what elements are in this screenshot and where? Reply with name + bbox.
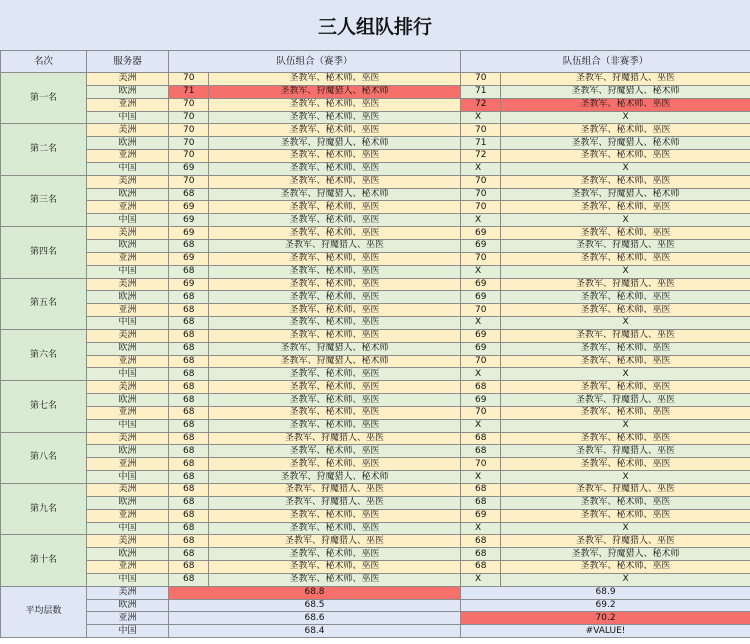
page-title: 三人组队排行: [0, 0, 750, 51]
server-name: 美洲: [87, 484, 169, 497]
nonseason-layer: 68: [461, 548, 501, 561]
season-combo: 圣教军、秘术师、巫医: [209, 214, 461, 227]
season-layer: 68: [169, 368, 209, 381]
server-name: 美洲: [87, 535, 169, 548]
server-name: 欧洲: [87, 599, 169, 612]
average-row: [1, 586, 750, 599]
nonseason-average: 69.2: [461, 599, 750, 612]
nonseason-combo: X: [501, 265, 750, 278]
season-combo: 圣教军、狩魔猎人、秘术师: [209, 85, 461, 98]
average-row: [1, 599, 750, 612]
nonseason-layer: X: [461, 419, 501, 432]
rank-label: 第五名: [1, 278, 87, 329]
server-name: 欧洲: [87, 548, 169, 561]
season-combo: 圣教军、秘术师、巫医: [209, 561, 461, 574]
header-rank: 名次: [1, 51, 87, 73]
nonseason-combo: 圣教军、秘术师、巫医: [501, 291, 750, 304]
server-name: 美洲: [87, 73, 169, 86]
nonseason-combo: 圣教军、秘术师、巫医: [501, 509, 750, 522]
season-layer: 68: [169, 406, 209, 419]
table-row: [1, 252, 750, 265]
table-row: [1, 471, 750, 484]
season-layer: 68: [169, 432, 209, 445]
header-row: [1, 51, 750, 73]
header-server: 服务器: [87, 51, 169, 73]
table-row: [1, 317, 750, 330]
season-combo: 圣教军、狩魔猎人、秘术师: [209, 137, 461, 150]
table-row: [1, 214, 750, 227]
nonseason-combo: 圣教军、狩魔猎人、秘术师: [501, 188, 750, 201]
server-name: 亚洲: [87, 509, 169, 522]
nonseason-combo: 圣教军、秘术师、巫医: [501, 355, 750, 368]
season-combo: 圣教军、狩魔猎人、秘术师: [209, 355, 461, 368]
nonseason-layer: 68: [461, 484, 501, 497]
season-combo: 圣教军、秘术师、巫医: [209, 111, 461, 124]
season-layer: 68: [169, 496, 209, 509]
nonseason-layer: 68: [461, 432, 501, 445]
nonseason-combo: 圣教军、秘术师、巫医: [501, 496, 750, 509]
nonseason-combo: 圣教军、秘术师、巫医: [501, 124, 750, 137]
server-name: 美洲: [87, 124, 169, 137]
nonseason-combo: 圣教军、狩魔猎人、巫医: [501, 278, 750, 291]
rank-label: 第九名: [1, 484, 87, 535]
table-row: [1, 458, 750, 471]
rank-label: 第八名: [1, 432, 87, 483]
nonseason-layer: 70: [461, 458, 501, 471]
season-layer: 68: [169, 394, 209, 407]
table-row: [1, 329, 750, 342]
nonseason-combo: 圣教军、狩魔猎人、巫医: [501, 239, 750, 252]
season-average: 68.8: [169, 586, 461, 599]
nonseason-combo: 圣教军、秘术师、巫医: [501, 381, 750, 394]
season-layer: 68: [169, 484, 209, 497]
nonseason-average: 68.9: [461, 586, 750, 599]
nonseason-combo: X: [501, 214, 750, 227]
nonseason-combo: 圣教军、秘术师、巫医: [501, 406, 750, 419]
season-combo: 圣教军、秘术师、巫医: [209, 291, 461, 304]
season-layer: 68: [169, 458, 209, 471]
season-layer: 68: [169, 329, 209, 342]
season-layer: 68: [169, 522, 209, 535]
nonseason-combo: 圣教军、狩魔猎人、巫医: [501, 329, 750, 342]
nonseason-layer: 69: [461, 342, 501, 355]
nonseason-layer: 69: [461, 239, 501, 252]
server-name: 亚洲: [87, 355, 169, 368]
nonseason-layer: 70: [461, 188, 501, 201]
rank-label: 第一名: [1, 73, 87, 124]
server-name: 美洲: [87, 432, 169, 445]
nonseason-combo: X: [501, 471, 750, 484]
table-row: [1, 111, 750, 124]
server-name: 亚洲: [87, 98, 169, 111]
nonseason-combo: 圣教军、狩魔猎人、巫医: [501, 484, 750, 497]
table-row: [1, 509, 750, 522]
season-layer: 69: [169, 162, 209, 175]
season-combo: 圣教军、秘术师、巫医: [209, 329, 461, 342]
nonseason-layer: X: [461, 573, 501, 586]
table-row: [1, 239, 750, 252]
season-combo: 圣教军、秘术师、巫医: [209, 394, 461, 407]
season-combo: 圣教军、秘术师、巫医: [209, 548, 461, 561]
nonseason-layer: X: [461, 111, 501, 124]
season-combo: 圣教军、秘术师、巫医: [209, 419, 461, 432]
table-row: [1, 227, 750, 240]
table-row: [1, 355, 750, 368]
nonseason-combo: 圣教军、秘术师、巫医: [501, 304, 750, 317]
server-name: 亚洲: [87, 406, 169, 419]
season-combo: 圣教军、狩魔猎人、巫医: [209, 239, 461, 252]
season-combo: 圣教军、秘术师、巫医: [209, 201, 461, 214]
table-row: [1, 265, 750, 278]
nonseason-layer: 70: [461, 252, 501, 265]
server-name: 美洲: [87, 381, 169, 394]
rank-label: 第二名: [1, 124, 87, 175]
season-combo: 圣教军、秘术师、巫医: [209, 175, 461, 188]
table-row: [1, 188, 750, 201]
nonseason-layer: 68: [461, 496, 501, 509]
table-row: [1, 484, 750, 497]
table-row: [1, 291, 750, 304]
server-name: 中国: [87, 162, 169, 175]
season-combo: 圣教军、狩魔猎人、巫医: [209, 535, 461, 548]
nonseason-layer: 70: [461, 201, 501, 214]
season-combo: 圣教军、狩魔猎人、巫医: [209, 484, 461, 497]
server-name: 中国: [87, 111, 169, 124]
nonseason-combo: 圣教军、秘术师、巫医: [501, 98, 750, 111]
server-name: 亚洲: [87, 561, 169, 574]
server-name: 中国: [87, 317, 169, 330]
table-row: [1, 394, 750, 407]
nonseason-combo: 圣教军、秘术师、巫医: [501, 252, 750, 265]
nonseason-layer: X: [461, 317, 501, 330]
season-average: 68.5: [169, 599, 461, 612]
season-combo: 圣教军、秘术师、巫医: [209, 445, 461, 458]
season-layer: 68: [169, 239, 209, 252]
season-layer: 70: [169, 98, 209, 111]
average-label: 平均层数: [1, 586, 87, 637]
season-combo: 圣教军、秘术师、巫医: [209, 458, 461, 471]
nonseason-average: 70.2: [461, 612, 750, 625]
nonseason-layer: 70: [461, 73, 501, 86]
season-layer: 68: [169, 381, 209, 394]
nonseason-average: #VALUE!: [461, 625, 750, 638]
season-layer: 70: [169, 111, 209, 124]
server-name: 欧洲: [87, 137, 169, 150]
season-combo: 圣教军、秘术师、巫医: [209, 124, 461, 137]
nonseason-layer: X: [461, 162, 501, 175]
nonseason-combo: X: [501, 522, 750, 535]
nonseason-layer: X: [461, 265, 501, 278]
nonseason-combo: X: [501, 573, 750, 586]
nonseason-combo: 圣教军、秘术师、巫医: [501, 150, 750, 163]
nonseason-layer: 68: [461, 445, 501, 458]
table-row: [1, 573, 750, 586]
season-layer: 68: [169, 304, 209, 317]
table-row: [1, 278, 750, 291]
season-layer: 69: [169, 214, 209, 227]
nonseason-combo: X: [501, 317, 750, 330]
season-layer: 68: [169, 561, 209, 574]
season-layer: 68: [169, 573, 209, 586]
table-row: [1, 124, 750, 137]
nonseason-combo: 圣教军、狩魔猎人、巫医: [501, 394, 750, 407]
nonseason-layer: 72: [461, 98, 501, 111]
table-row: [1, 368, 750, 381]
table-row: [1, 98, 750, 111]
nonseason-combo: 圣教军、秘术师、巫医: [501, 342, 750, 355]
average-row: [1, 625, 750, 638]
season-layer: 68: [169, 355, 209, 368]
season-layer: 68: [169, 291, 209, 304]
season-layer: 69: [169, 227, 209, 240]
table-row: [1, 175, 750, 188]
nonseason-combo: 圣教军、秘术师、巫医: [501, 561, 750, 574]
header-season: 队伍组合（赛季）: [169, 51, 461, 73]
season-layer: 70: [169, 150, 209, 163]
table-row: [1, 445, 750, 458]
nonseason-layer: 69: [461, 329, 501, 342]
nonseason-layer: 68: [461, 381, 501, 394]
season-combo: 圣教军、秘术师、巫医: [209, 227, 461, 240]
nonseason-layer: 69: [461, 227, 501, 240]
server-name: 亚洲: [87, 252, 169, 265]
nonseason-combo: 圣教军、秘术师、巫医: [501, 227, 750, 240]
server-name: 美洲: [87, 329, 169, 342]
season-combo: 圣教军、狩魔猎人、秘术师: [209, 188, 461, 201]
table-row: [1, 496, 750, 509]
server-name: 中国: [87, 419, 169, 432]
table-row: [1, 406, 750, 419]
nonseason-layer: 70: [461, 175, 501, 188]
season-layer: 70: [169, 73, 209, 86]
nonseason-combo: 圣教军、秘术师、巫医: [501, 432, 750, 445]
server-name: 美洲: [87, 586, 169, 599]
nonseason-combo: X: [501, 368, 750, 381]
nonseason-layer: 70: [461, 124, 501, 137]
server-name: 欧洲: [87, 239, 169, 252]
nonseason-layer: 69: [461, 278, 501, 291]
table-row: [1, 522, 750, 535]
season-layer: 68: [169, 509, 209, 522]
nonseason-combo: 圣教军、狩魔猎人、秘术师: [501, 137, 750, 150]
server-name: 亚洲: [87, 458, 169, 471]
season-combo: 圣教军、秘术师、巫医: [209, 509, 461, 522]
rank-label: 第七名: [1, 381, 87, 432]
nonseason-combo: X: [501, 162, 750, 175]
server-name: 欧洲: [87, 188, 169, 201]
table-row: [1, 162, 750, 175]
season-combo: 圣教军、秘术师、巫医: [209, 278, 461, 291]
server-name: 美洲: [87, 227, 169, 240]
season-combo: 圣教军、狩魔猎人、秘术师: [209, 342, 461, 355]
season-layer: 68: [169, 535, 209, 548]
server-name: 欧洲: [87, 291, 169, 304]
season-combo: 圣教军、秘术师、巫医: [209, 304, 461, 317]
nonseason-layer: X: [461, 522, 501, 535]
nonseason-layer: 69: [461, 291, 501, 304]
server-name: 美洲: [87, 278, 169, 291]
server-name: 亚洲: [87, 612, 169, 625]
table-row: [1, 201, 750, 214]
nonseason-layer: 70: [461, 355, 501, 368]
nonseason-combo: 圣教军、秘术师、巫医: [501, 458, 750, 471]
server-name: 中国: [87, 214, 169, 227]
season-layer: 71: [169, 85, 209, 98]
nonseason-layer: 69: [461, 509, 501, 522]
nonseason-combo: X: [501, 111, 750, 124]
season-combo: 圣教军、秘术师、巫医: [209, 522, 461, 535]
season-layer: 68: [169, 445, 209, 458]
server-name: 亚洲: [87, 150, 169, 163]
server-name: 欧洲: [87, 445, 169, 458]
season-combo: 圣教军、秘术师、巫医: [209, 98, 461, 111]
nonseason-layer: 71: [461, 137, 501, 150]
nonseason-combo: X: [501, 419, 750, 432]
season-combo: 圣教军、秘术师、巫医: [209, 406, 461, 419]
nonseason-layer: 70: [461, 406, 501, 419]
server-name: 中国: [87, 265, 169, 278]
server-name: 中国: [87, 625, 169, 638]
nonseason-combo: 圣教军、狩魔猎人、秘术师: [501, 548, 750, 561]
table-row: [1, 561, 750, 574]
rank-label: 第六名: [1, 329, 87, 380]
average-row: [1, 612, 750, 625]
season-layer: 68: [169, 342, 209, 355]
server-name: 中国: [87, 471, 169, 484]
rank-label: 第四名: [1, 227, 87, 278]
nonseason-combo: 圣教军、狩魔猎人、巫医: [501, 535, 750, 548]
table-row: [1, 137, 750, 150]
season-layer: 68: [169, 419, 209, 432]
season-combo: 圣教军、秘术师、巫医: [209, 150, 461, 163]
season-combo: 圣教军、秘术师、巫医: [209, 317, 461, 330]
server-name: 美洲: [87, 175, 169, 188]
nonseason-combo: 圣教军、秘术师、巫医: [501, 175, 750, 188]
nonseason-combo: 圣教军、秘术师、巫医: [501, 201, 750, 214]
nonseason-combo: 圣教军、狩魔猎人、巫医: [501, 445, 750, 458]
table-row: [1, 432, 750, 445]
season-combo: 圣教军、秘术师、巫医: [209, 573, 461, 586]
season-layer: 68: [169, 548, 209, 561]
server-name: 欧洲: [87, 496, 169, 509]
nonseason-layer: 68: [461, 535, 501, 548]
nonseason-layer: X: [461, 214, 501, 227]
season-layer: 70: [169, 175, 209, 188]
season-combo: 圣教军、秘术师、巫医: [209, 368, 461, 381]
rank-label: 第十名: [1, 535, 87, 586]
rank-label: 第三名: [1, 175, 87, 226]
season-layer: 69: [169, 252, 209, 265]
table-row: [1, 548, 750, 561]
season-combo: 圣教军、狩魔猎人、秘术师: [209, 471, 461, 484]
nonseason-combo: 圣教军、狩魔猎人、秘术师: [501, 85, 750, 98]
table-row: [1, 535, 750, 548]
table-row: [1, 419, 750, 432]
table-row: [1, 73, 750, 86]
season-layer: 70: [169, 124, 209, 137]
season-layer: 68: [169, 317, 209, 330]
server-name: 欧洲: [87, 394, 169, 407]
season-combo: 圣教军、秘术师、巫医: [209, 252, 461, 265]
nonseason-layer: 72: [461, 150, 501, 163]
season-layer: 68: [169, 265, 209, 278]
nonseason-layer: X: [461, 368, 501, 381]
season-combo: 圣教军、秘术师、巫医: [209, 73, 461, 86]
season-layer: 69: [169, 278, 209, 291]
season-combo: 圣教军、秘术师、巫医: [209, 265, 461, 278]
season-layer: 68: [169, 188, 209, 201]
season-layer: 70: [169, 137, 209, 150]
season-combo: 圣教军、秘术师、巫医: [209, 381, 461, 394]
season-layer: 69: [169, 201, 209, 214]
season-layer: 68: [169, 471, 209, 484]
server-name: 亚洲: [87, 304, 169, 317]
season-combo: 圣教军、狩魔猎人、巫医: [209, 496, 461, 509]
header-nonseason: 队伍组合（非赛季）: [461, 51, 750, 73]
server-name: 欧洲: [87, 342, 169, 355]
season-combo: 圣教军、狩魔猎人、巫医: [209, 432, 461, 445]
server-name: 中国: [87, 573, 169, 586]
nonseason-combo: 圣教军、狩魔猎人、巫医: [501, 73, 750, 86]
table-row: [1, 85, 750, 98]
table-row: [1, 381, 750, 394]
server-name: 欧洲: [87, 85, 169, 98]
table-row: [1, 304, 750, 317]
season-combo: 圣教军、秘术师、巫医: [209, 162, 461, 175]
nonseason-layer: 70: [461, 304, 501, 317]
server-name: 中国: [87, 522, 169, 535]
server-name: 中国: [87, 368, 169, 381]
nonseason-layer: X: [461, 471, 501, 484]
nonseason-layer: 69: [461, 394, 501, 407]
table-row: [1, 342, 750, 355]
server-name: 亚洲: [87, 201, 169, 214]
nonseason-layer: 68: [461, 561, 501, 574]
ranking-table: [0, 50, 750, 638]
nonseason-layer: 71: [461, 85, 501, 98]
table-row: [1, 150, 750, 163]
season-average: 68.4: [169, 625, 461, 638]
season-average: 68.6: [169, 612, 461, 625]
